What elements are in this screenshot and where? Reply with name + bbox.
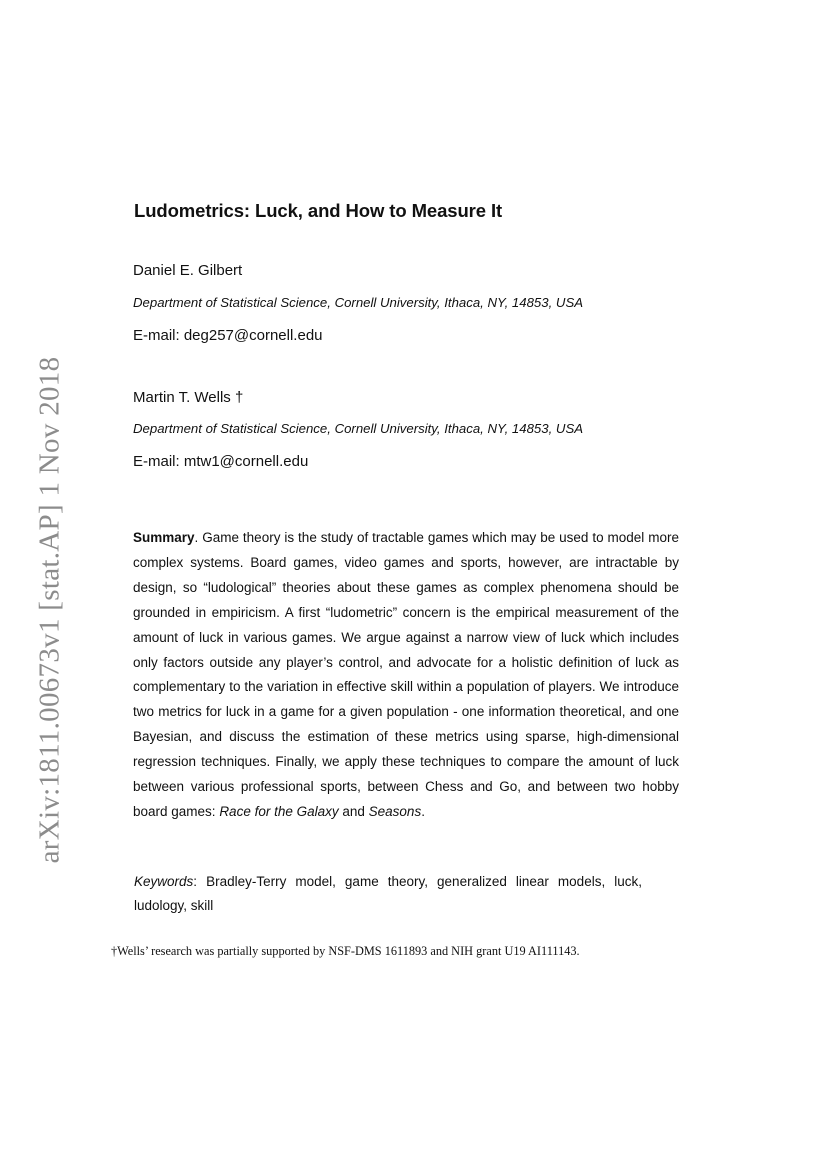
summary-text: Game theory is the study of tractable games which may be used to model more complex systems. Board games, video games and sports, however, are intractable by design, so “ludological” theories about these games as complex phenomena should be grounded in empiricism. A first “ludometric” concern is the empirical measurement of the amount of luck in various games. We argue against a narrow view of luck which includes only factors outside any player’s control, and advocate for a holistic definition of luck as complementary to the variation in effective skill within a population of players. We introduce two metrics for luck in a game for a given population - one information theoretical, and one Bayesian, and discuss the estimation of these metrics using sparse, high-dimensional regression techniques. Finally, we apply these techniques to compare the amount of luck between various professional sports, between Chess and Go, and between two hobby board games: [133,530,679,819]
author-email: E-mail: mtw1@cornell.edu [133,453,309,470]
author-name: Daniel E. Gilbert [133,262,243,279]
summary-label: Summary [133,530,195,545]
author-name: Martin T. Wells † [133,389,244,406]
funding-footnote: †Wells’ research was partially supported by NSF-DMS 1611893 and NIH grant U19 AI111143. [111,944,580,958]
summary-paragraph [133,526,679,825]
game-title: Seasons [368,803,422,819]
author-affiliation: Department of Statistical Science, Cornell University, Ithaca, NY, 14853, USA [133,295,584,310]
summary-sep: . [194,530,199,545]
keywords-paragraph [134,870,642,917]
author-email: E-mail: deg257@cornell.edu [133,327,323,344]
game-title: Race for the Galaxy [219,803,339,819]
arxiv-identifier: arXiv:1811.00673v1 [stat.AP] 1 Nov 2018 [33,356,66,864]
summary-conjunction: and [338,803,369,819]
author-affiliation: Department of Statistical Science, Cornell University, Ithaca, NY, 14853, USA [133,421,584,436]
summary-end: . [421,803,425,819]
keywords-text: : Bradley-Terry model, game theory, generalized linear models, luck, ludology, skill [134,874,642,913]
paper-title: Ludometrics: Luck, and How to Measure It [134,200,503,221]
keywords-label: Keywords [134,874,194,889]
